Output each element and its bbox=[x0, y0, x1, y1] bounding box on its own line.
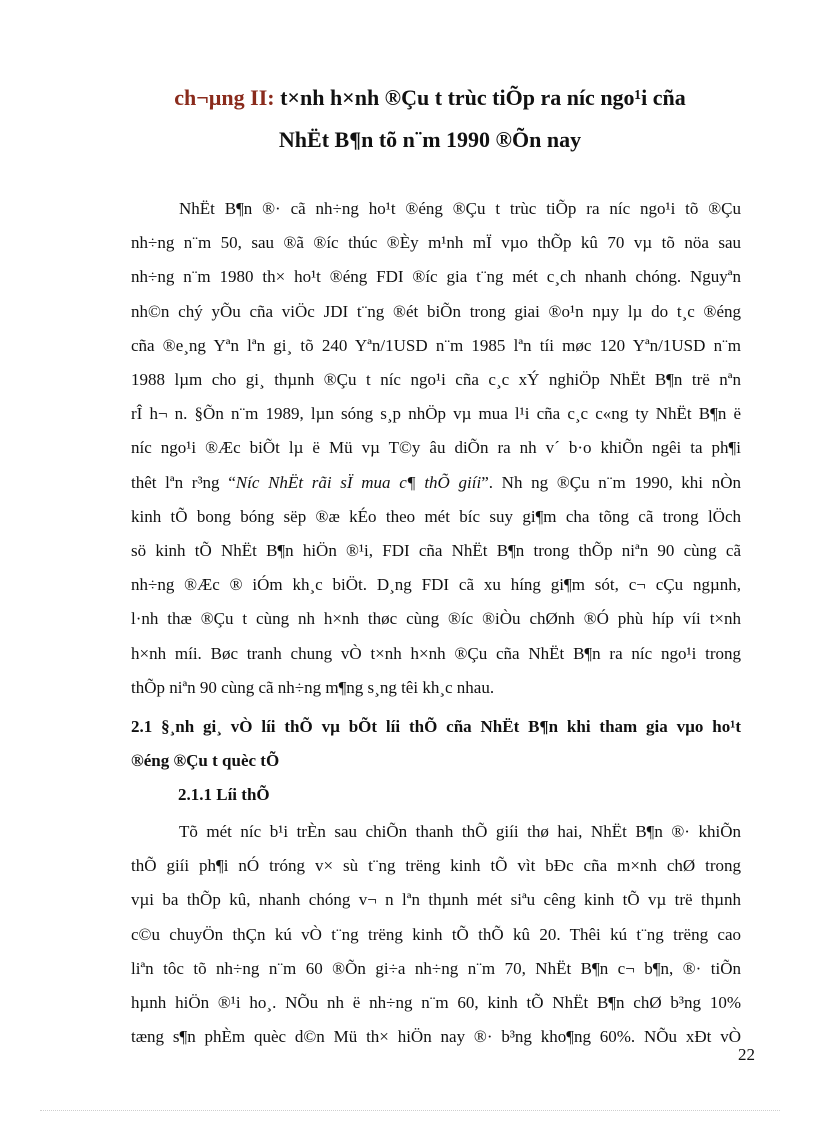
text-fragment: ”. Nh ng ®Çu n¨m 1990, khi nÒn bbox=[481, 472, 741, 492]
chapter-title-line-2: NhËt B¶n tõ n¨m 1990 ®Õn nay bbox=[278, 127, 582, 152]
text-line: Tõ mét níc b¹i trÈn sau chiÕn thanh thÕ giíi thø hai, NhËt B¶n ®· khiÕn bbox=[179, 822, 741, 841]
text-line: h×nh míi. Bøc tranh chung vÒ t×nh h×nh ®Çu cña NhËt B¶n ra níc ngo¹i trong bbox=[131, 643, 741, 663]
text-line: cña ®e¸ng Yªn lªn gi¸ tõ 240 Yªn/1USD n¨m 1985 lªn tíi møc 120 Yªn/1USD n¨m bbox=[131, 335, 741, 355]
chapter-title-text: t×nh h×nh ®Çu t trùc tiÕp ra níc ngo¹i cña bbox=[274, 85, 686, 110]
text-fragment: thêt lªn r³ng “ bbox=[131, 472, 236, 492]
quoted-phrase: Níc NhËt rãi sÏ mua c¶ thÕ giíi bbox=[235, 472, 482, 492]
body-paragraph bbox=[131, 815, 741, 1054]
text-line: nh÷ng ®Æc ® iÓm kh¸c biÖt. D¸ng FDI cã xu híng gi¶m sót, c¬ cÇu ngµnh, bbox=[131, 575, 741, 595]
section-heading bbox=[131, 710, 741, 778]
text-line: c©u chuyÖn thÇn kú vÒ t¨ng trëng kinh tÕ thÕ kû 20. Thêi kú t¨ng trëng cao bbox=[131, 924, 741, 944]
text-line: 1988 lµm cho gi¸ thµnh ®Çu t níc ngo¹i cña c¸c xÝ nghiÖp NhËt B¶n trë nªn bbox=[131, 370, 741, 390]
text-line: thÕ giíi ph¶i nÓ tróng v× sù t¨ng trëng kinh tÕ vìt bÐc cña m×nh chØ trong bbox=[131, 856, 741, 876]
text-line-with-quote bbox=[131, 466, 741, 500]
text-line: nh©n chý yÕu cña viÖc JDI t¨ng ®ét biÕn trong giai ®o¹n nµy lµ do t¸c ®éng bbox=[131, 301, 741, 321]
text-line: sö kinh tÕ NhËt B¶n hiÖn ®¹i, FDI cña NhËt B¶n trong thÕp niªn 90 cùng cã bbox=[131, 541, 741, 561]
text-line: l·nh thæ ®Çu t cùng nh h×nh thøc cùng ®íc ®iÒu chØnh ®Ó phù híp víi t×nh bbox=[131, 609, 741, 629]
section-heading-line-1: 2.1 §¸nh gi¸ vÒ líi thÕ vµ bÕt líi thÕ cña NhËt B¶n khi tham gia vµo ho¹t bbox=[131, 717, 741, 736]
text-line: nh÷ng n¨m 1980 th× ho¹t ®éng FDI ®íc gia t¨ng mét c¸ch nhanh chóng. Nguyªn bbox=[131, 267, 741, 287]
text-line: kinh tÕ bong bóng sëp ®æ kÉo theo mét bíc suy gi¶m cha tõng cã trong lÖch bbox=[131, 506, 741, 526]
text-line: hµnh hiÖn ®¹i ho¸. NÕu nh ë nh÷ng n¨m 60, kinh tÕ NhËt B¶n chØ b³ng 10% bbox=[131, 993, 741, 1013]
text-line: thÕp niªn 90 cùng cã nh÷ng m¶ng s¸ng têi kh¸c nhau. bbox=[131, 677, 495, 697]
chapter-title-line-1 bbox=[100, 84, 760, 112]
text-line: rÎ h¬ n. §Õn n¨m 1989, lµn sóng s¸p nhÖp vµ mua l¹i cña c¸c c«ng ty NhËt B¶n ë bbox=[131, 404, 741, 424]
text-line: NhËt B¶n ®· cã nh÷ng ho¹t ®éng ®Çu t trùc tiÕp ra níc ngo¹i tõ ®Çu bbox=[179, 199, 741, 218]
text-line: níc ngo¹i ®Æc biÕt lµ ë Mü vµ T©y âu diÕn ra nh v´ b·o khiÕn ngêi ta ph¶i bbox=[131, 438, 741, 458]
text-line: liªn tôc tõ nh÷ng n¨m 60 ®Õn gi÷a nh÷ng n¨m 70, NhËt B¶n c¬ b¶n, ®· tiÕn bbox=[131, 958, 741, 978]
subsection-heading: 2.1.1 Líi thÕ bbox=[178, 785, 270, 804]
page-number: 22 bbox=[738, 1045, 755, 1064]
text-line: nh÷ng n¨m 50, sau ®ã ®íc thúc ®Èy m¹nh mÏ vµo thÕp kû 70 vµ tõ nöa sau bbox=[131, 233, 741, 253]
text-line: vµi ba thÕp kû, nhanh chóng v¬ n lªn thµnh mét siªu cêng kinh tÕ vµ trë thµnh bbox=[131, 890, 741, 910]
page-bottom-divider bbox=[40, 1110, 780, 1111]
chapter-number: ch¬µng II: bbox=[174, 85, 275, 110]
text-line: tæng s¶n phÈm quèc d©n Mü th× hiÖn nay ®· b³ng kho¶ng 60%. NÕu xÐt vÒ bbox=[131, 1027, 741, 1047]
intro-paragraph bbox=[131, 192, 741, 705]
section-heading-line-2: ®éng ®Çu t quèc tÕ bbox=[131, 751, 280, 770]
